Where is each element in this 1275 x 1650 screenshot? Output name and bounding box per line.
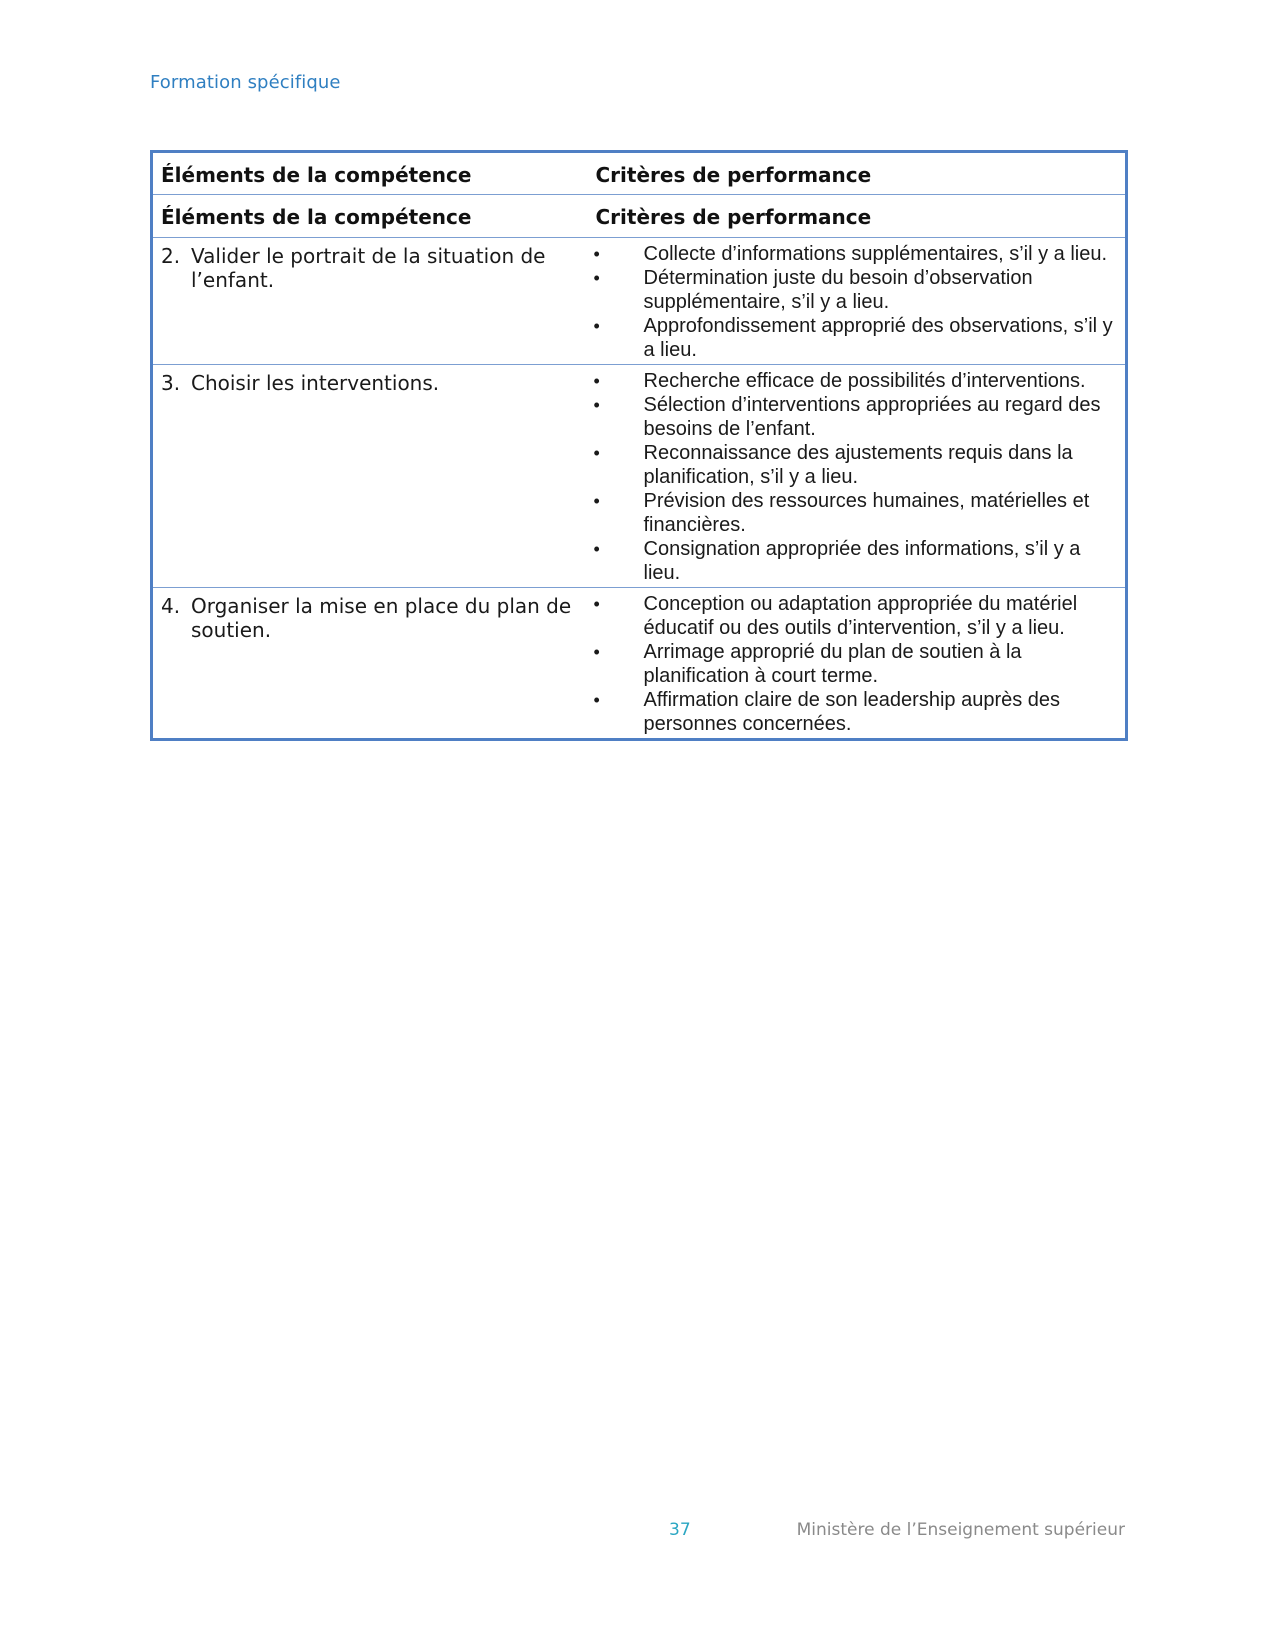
header-criteria: Critères de performance (586, 195, 1127, 238)
bullet-icon: • (593, 491, 600, 511)
list-item (586, 242, 1118, 266)
table-row (152, 365, 1127, 588)
criteria-cell (586, 588, 1127, 740)
criterion-text: Affirmation claire de son leadership auprès des personnes concernées. (643, 689, 1061, 735)
bullet-icon: • (593, 443, 600, 463)
criterion-text: Reconnaissance des ajustements requis dans la planification, s’il y a lieu. (643, 442, 1073, 488)
element-cell (152, 588, 586, 740)
bullet-icon: • (593, 690, 600, 710)
element-number: 2. (161, 244, 181, 268)
element-text: Valider le portrait de la situation de l’enfant. (191, 244, 546, 292)
list-item (586, 369, 1118, 393)
running-header: Formation spécifique (150, 72, 341, 93)
criterion-text: Détermination juste du besoin d’observation supplémentaire, s’il y a lieu. (643, 267, 1033, 313)
element-cell (152, 365, 586, 588)
header-elements: Éléments de la compétence (152, 152, 586, 195)
header-criteria: Critères de performance (586, 152, 1127, 195)
table-row (152, 238, 1127, 365)
criterion-text: Conception ou adaptation appropriée du matériel éducatif ou des outils d’intervention, s’il y a lieu. (643, 593, 1078, 639)
criteria-cell (586, 365, 1127, 588)
list-item (586, 489, 1118, 537)
list-item (586, 537, 1118, 585)
criterion-text: Arrimage approprié du plan de soutien à la planification à court terme. (643, 641, 1022, 687)
criterion-text: Approfondissement approprié des observations, s’il y a lieu. (643, 315, 1113, 361)
element-text: Organiser la mise en place du plan de soutien. (191, 594, 572, 642)
criteria-list (586, 369, 1118, 585)
criteria-list (586, 242, 1118, 362)
header-elements: Éléments de la compétence (152, 195, 586, 238)
bullet-icon: • (593, 268, 600, 288)
bullet-icon: • (593, 539, 600, 559)
criteria-cell (586, 238, 1127, 365)
bullet-icon: • (593, 395, 600, 415)
page-number: 37 (669, 1520, 691, 1540)
table-header-row-repeat (152, 195, 1127, 238)
element-cell (152, 238, 586, 365)
list-item (586, 640, 1118, 688)
list-item (586, 688, 1118, 736)
list-item (586, 441, 1118, 489)
list-item (586, 393, 1118, 441)
criteria-list (586, 592, 1118, 736)
competence-table (150, 150, 1125, 741)
footer-ministry: Ministère de l’Enseignement supérieur (796, 1520, 1125, 1540)
element-text: Choisir les interventions. (191, 371, 440, 395)
list-item (586, 592, 1118, 640)
list-item (586, 266, 1118, 314)
list-item (586, 314, 1118, 362)
bullet-icon: • (593, 244, 600, 264)
criterion-text: Prévision des ressources humaines, matérielles et financières. (643, 490, 1090, 536)
criterion-text: Recherche efficace de possibilités d’interventions. (643, 370, 1086, 392)
table-header-row (152, 152, 1127, 195)
element-number: 3. (161, 371, 181, 395)
bullet-icon: • (593, 642, 600, 662)
criterion-text: Sélection d’interventions appropriées au regard des besoins de l’enfant. (643, 394, 1101, 440)
bullet-icon: • (593, 371, 600, 391)
bullet-icon: • (593, 316, 600, 336)
element-number: 4. (161, 594, 181, 618)
bullet-icon: • (593, 594, 600, 614)
table-row (152, 588, 1127, 740)
criterion-text: Collecte d’informations supplémentaires, s’il y a lieu. (643, 243, 1108, 265)
criterion-text: Consignation appropriée des informations, s’il y a lieu. (643, 538, 1081, 584)
